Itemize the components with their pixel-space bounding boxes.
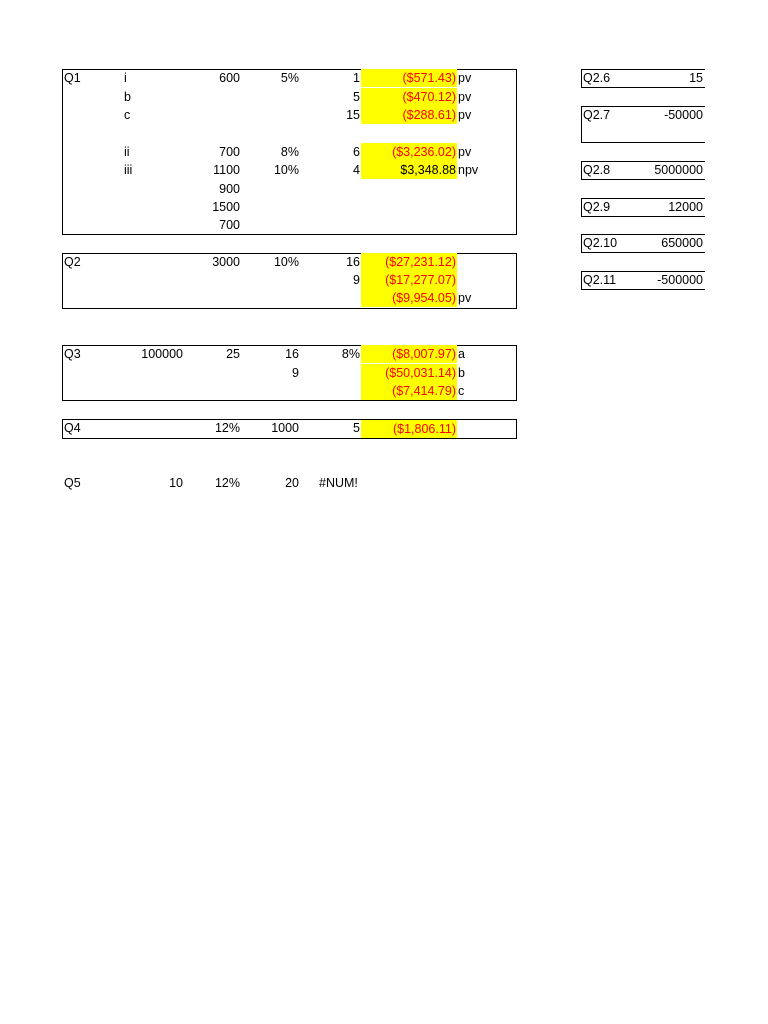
q1-n-iii[interactable]: 4 bbox=[353, 163, 360, 177]
q3-tag-b[interactable]: b bbox=[458, 366, 465, 380]
q2-9-label[interactable]: Q2.9 bbox=[583, 200, 611, 214]
q1-tag-b[interactable]: pv bbox=[458, 90, 472, 104]
q1-sub-c[interactable]: c bbox=[124, 108, 131, 122]
q5-rate[interactable]: 12% bbox=[214, 476, 240, 490]
q2-result-1[interactable]: ($27,231.12) bbox=[361, 253, 457, 271]
q3-result-b[interactable]: ($50,031.14) bbox=[361, 364, 457, 382]
q1-n-c[interactable]: 15 bbox=[346, 108, 360, 122]
q4-label[interactable]: Q4 bbox=[64, 421, 81, 435]
q2-10-value[interactable]: 650000 bbox=[661, 236, 703, 250]
q1-sub-iii[interactable]: iii bbox=[124, 163, 133, 177]
q4-result[interactable]: ($1,806.11) bbox=[361, 420, 457, 438]
q2-tag[interactable]: pv bbox=[458, 291, 472, 305]
q1-result-ii[interactable]: ($3,236.02) bbox=[361, 143, 457, 161]
q1-sub-b[interactable]: b bbox=[124, 90, 131, 104]
q1-result-iii[interactable]: $3,348.88 bbox=[361, 161, 457, 179]
q3-rate[interactable]: 8% bbox=[341, 347, 360, 361]
q1-amount-i[interactable]: 600 bbox=[219, 71, 240, 85]
q2-7-value[interactable]: -50000 bbox=[664, 108, 703, 122]
q3-result-a[interactable]: ($8,007.97) bbox=[361, 345, 457, 363]
q1-label[interactable]: Q1 bbox=[64, 71, 81, 85]
q4-amount[interactable]: 1000 bbox=[271, 421, 299, 435]
q1-extra-amount-3[interactable]: 700 bbox=[219, 218, 240, 232]
q3-label[interactable]: Q3 bbox=[64, 347, 81, 361]
q5-label[interactable]: Q5 bbox=[64, 476, 81, 490]
q4-rate[interactable]: 12% bbox=[214, 421, 240, 435]
q1-tag-i[interactable]: pv bbox=[458, 71, 472, 85]
q2-6-label[interactable]: Q2.6 bbox=[583, 71, 611, 85]
q1-amount-ii[interactable]: 700 bbox=[219, 145, 240, 159]
q1-n-i[interactable]: 1 bbox=[353, 71, 360, 85]
q2-result-2[interactable]: ($17,277.07) bbox=[361, 271, 457, 289]
q4-n[interactable]: 5 bbox=[353, 421, 360, 435]
q1-extra-amount-2[interactable]: 1500 bbox=[212, 200, 240, 214]
q3-tag-a[interactable]: a bbox=[458, 347, 465, 361]
q1-tag-iii[interactable]: npv bbox=[458, 163, 479, 177]
q2-11-value[interactable]: -500000 bbox=[657, 273, 703, 287]
q2-amount[interactable]: 3000 bbox=[212, 255, 240, 269]
q2-11-label[interactable]: Q2.11 bbox=[583, 273, 617, 287]
q1-rate-i[interactable]: 5% bbox=[280, 71, 299, 85]
q1-tag-ii[interactable]: pv bbox=[458, 145, 472, 159]
q1-result-b[interactable]: ($470.12) bbox=[361, 88, 457, 106]
q1-tag-c[interactable]: pv bbox=[458, 108, 472, 122]
q3-n1[interactable]: 16 bbox=[285, 347, 299, 361]
q1-rate-ii[interactable]: 8% bbox=[280, 145, 299, 159]
q1-result-c[interactable]: ($288.61) bbox=[361, 106, 457, 124]
q2-9-value[interactable]: 12000 bbox=[668, 200, 703, 214]
q3-principal[interactable]: 100000 bbox=[141, 347, 183, 361]
q2-label[interactable]: Q2 bbox=[64, 255, 81, 269]
q1-rate-iii[interactable]: 10% bbox=[273, 163, 299, 177]
q3-years[interactable]: 25 bbox=[226, 347, 240, 361]
q2-7-label[interactable]: Q2.7 bbox=[583, 108, 611, 122]
q5-v1[interactable]: 10 bbox=[169, 476, 183, 490]
q2-n1[interactable]: 16 bbox=[346, 255, 360, 269]
q1-n-b[interactable]: 5 bbox=[353, 90, 360, 104]
q3-result-c[interactable]: ($7,414.79) bbox=[361, 382, 457, 400]
q1-amount-iii[interactable]: 1100 bbox=[213, 163, 240, 177]
q3-n2[interactable]: 9 bbox=[292, 366, 299, 380]
q2-6-value[interactable]: 15 bbox=[689, 71, 703, 85]
q2-8-label[interactable]: Q2.8 bbox=[583, 163, 611, 177]
q3-tag-c[interactable]: c bbox=[458, 384, 465, 398]
q1-result-i[interactable]: ($571.43) bbox=[361, 69, 457, 87]
q5-result[interactable]: #NUM! bbox=[319, 476, 358, 490]
q1-extra-amount-1[interactable]: 900 bbox=[219, 182, 240, 196]
q2-8-value[interactable]: 5000000 bbox=[654, 163, 703, 177]
q1-n-ii[interactable]: 6 bbox=[353, 145, 360, 159]
q2-rate[interactable]: 10% bbox=[273, 255, 299, 269]
q2-result-3[interactable]: ($9,954.05) bbox=[361, 289, 457, 307]
q2-10-label[interactable]: Q2.10 bbox=[583, 236, 618, 250]
q5-v2[interactable]: 20 bbox=[285, 476, 299, 490]
q2-n2[interactable]: 9 bbox=[353, 273, 360, 287]
q1-sub-ii[interactable]: ii bbox=[124, 145, 130, 159]
q1-sub-i[interactable]: i bbox=[124, 71, 127, 85]
